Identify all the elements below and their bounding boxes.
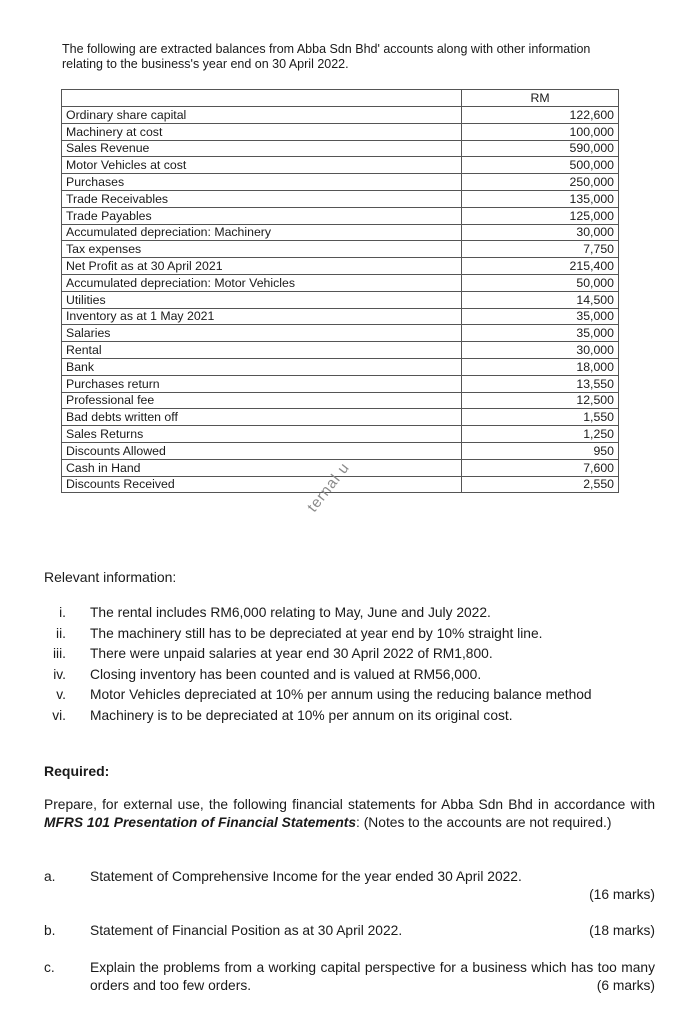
- relevant-info-title: Relevant information:: [44, 569, 177, 585]
- table-row: [62, 409, 619, 426]
- row-label: Bad debts written off: [62, 409, 462, 426]
- row-label: Professional fee: [62, 392, 462, 409]
- row-label: Accumulated depreciation: Motor Vehicles: [62, 274, 462, 291]
- row-value: 35,000: [462, 325, 619, 342]
- table-row: [62, 308, 619, 325]
- row-value: 18,000: [462, 358, 619, 375]
- row-value: 50,000: [462, 274, 619, 291]
- table-header-row: [62, 90, 619, 107]
- table-row: [62, 426, 619, 443]
- item-number: v.: [56, 687, 66, 702]
- item-text: Motor Vehicles depreciated at 10% per annum using the reducing balance method: [90, 687, 592, 702]
- table-row: [62, 107, 619, 124]
- question-text: Statement of Comprehensive Income for the year ended 30 April 2022.: [90, 869, 522, 884]
- row-label: Accumulated depreciation: Machinery: [62, 224, 462, 241]
- required-title: Required:: [44, 763, 110, 779]
- row-label: Purchases: [62, 174, 462, 191]
- question-c: [44, 959, 655, 999]
- table-row: [62, 224, 619, 241]
- item-number: iv.: [53, 666, 66, 682]
- row-label: Discounts Received: [62, 476, 462, 493]
- item-text: There were unpaid salaries at year end 30 April 2022 of RM1,800.: [90, 646, 493, 661]
- watermark-text: ternal u: [304, 459, 354, 516]
- row-label: Cash in Hand: [62, 459, 462, 476]
- item-number: i.: [59, 605, 66, 620]
- intro-paragraph: [62, 42, 622, 72]
- relevant-info-list: [44, 603, 644, 726]
- row-label: Discounts Allowed: [62, 442, 462, 459]
- list-item: [44, 706, 644, 727]
- table-row: [62, 190, 619, 207]
- question-marks: (18 marks): [589, 923, 655, 938]
- required-text-before: Prepare, for external use, the following financial statements for Abba Sdn Bhd in accordance with: [44, 797, 655, 812]
- balances-body: [62, 107, 619, 493]
- balances-table: [61, 89, 619, 493]
- question-label: b.: [44, 923, 56, 938]
- table-row: [62, 442, 619, 459]
- table-row: [62, 123, 619, 140]
- row-value: 35,000: [462, 308, 619, 325]
- question-marks: (16 marks): [589, 887, 655, 902]
- question-text: Statement of Financial Position as at 30 April 2022.: [90, 923, 403, 938]
- row-label: Inventory as at 1 May 2021: [62, 308, 462, 325]
- table-row: [62, 358, 619, 375]
- row-value: 7,750: [462, 241, 619, 258]
- row-value: 12,500: [462, 392, 619, 409]
- table-row: [62, 258, 619, 275]
- row-value: 590,000: [462, 140, 619, 157]
- row-label: Ordinary share capital: [62, 107, 462, 124]
- item-text: The rental includes RM6,000 relating to May, June and July 2022.: [90, 605, 491, 620]
- row-label: Machinery at cost: [62, 123, 462, 140]
- row-value: 30,000: [462, 342, 619, 359]
- table-row: [62, 174, 619, 191]
- table-row: [62, 274, 619, 291]
- item-number: iii.: [52, 646, 66, 661]
- row-value: 100,000: [462, 123, 619, 140]
- row-value: 125,000: [462, 207, 619, 224]
- row-value: 13,550: [462, 375, 619, 392]
- row-value: 500,000: [462, 157, 619, 174]
- list-item: [44, 624, 644, 645]
- row-label: Tax expenses: [62, 241, 462, 258]
- question-label: c.: [44, 960, 55, 975]
- row-value: 1,550: [462, 409, 619, 426]
- table-row: [62, 342, 619, 359]
- item-number: vi.: [52, 707, 66, 723]
- row-value: 30,000: [462, 224, 619, 241]
- question-label: a.: [44, 869, 56, 884]
- question-b: [44, 922, 655, 942]
- table-row: [62, 291, 619, 308]
- row-label: Net Profit as at 30 April 2021: [62, 258, 462, 275]
- question-a: [44, 868, 655, 908]
- list-item: [44, 665, 644, 686]
- list-item: [44, 685, 605, 706]
- row-label: Bank: [62, 358, 462, 375]
- row-value: 14,500: [462, 291, 619, 308]
- row-value: 122,600: [462, 107, 619, 124]
- row-label: Sales Returns: [62, 426, 462, 443]
- list-item: [44, 603, 644, 624]
- table-row: [62, 375, 619, 392]
- item-number: ii.: [56, 625, 66, 641]
- table-row: [62, 140, 619, 157]
- item-text: Machinery is to be depreciated at 10% per annum on its original cost.: [90, 707, 513, 723]
- required-instructions: [44, 796, 655, 831]
- row-label: Sales Revenue: [62, 140, 462, 157]
- standard-name: MFRS 101 Presentation of Financial Statements: [44, 814, 357, 830]
- item-text: Closing inventory has been counted and is valued at RM56,000.: [90, 666, 482, 682]
- required-text-after: : (Notes to the accounts are not required.): [356, 814, 612, 830]
- table-row: [62, 325, 619, 342]
- table-row: [62, 157, 619, 174]
- row-value: 215,400: [462, 258, 619, 275]
- table-row: [62, 241, 619, 258]
- row-label: Purchases return: [62, 375, 462, 392]
- row-label: Trade Receivables: [62, 190, 462, 207]
- row-value: 950: [462, 442, 619, 459]
- row-label: Trade Payables: [62, 207, 462, 224]
- row-value: 135,000: [462, 190, 619, 207]
- table-row: [62, 392, 619, 409]
- question-marks: (6 marks): [591, 977, 655, 995]
- row-value: 2,550: [462, 476, 619, 493]
- row-label: Motor Vehicles at cost: [62, 157, 462, 174]
- intro-text: The following are extracted balances from Abba Sdn Bhd' accounts along with other information relating to the business's year end on 30 April 2022.: [62, 42, 591, 71]
- label-header: [62, 90, 462, 107]
- row-value: 1,250: [462, 426, 619, 443]
- row-label: Rental: [62, 342, 462, 359]
- table-row: [62, 207, 619, 224]
- row-label: Salaries: [62, 325, 462, 342]
- row-value: 250,000: [462, 174, 619, 191]
- currency-header: RM: [462, 90, 619, 107]
- row-value: 7,600: [462, 459, 619, 476]
- item-text: The machinery still has to be depreciated at year end by 10% straight line.: [90, 625, 543, 641]
- question-text: Explain the problems from a working capital perspective for a business which has too many orders and too few orders.: [90, 960, 655, 993]
- list-item: [44, 644, 644, 665]
- row-label: Utilities: [62, 291, 462, 308]
